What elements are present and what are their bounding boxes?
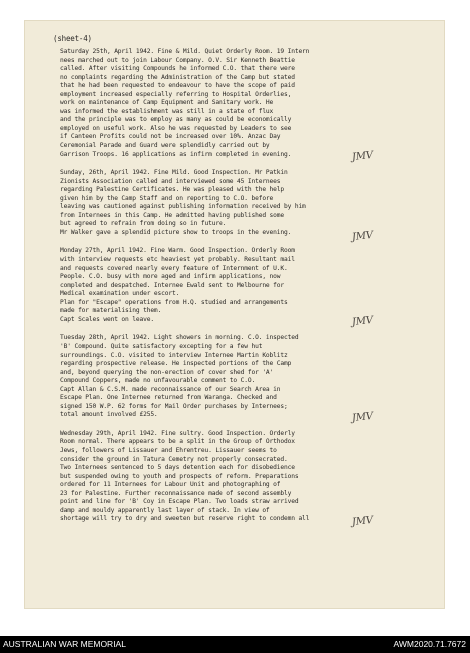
entry-text-line: 'B' Compound. Quite satisfactory excepting for a few hut (60, 342, 263, 350)
officer-initials: JMV (351, 150, 374, 164)
footer-bar (0, 636, 470, 653)
entry-text-line: Two Internees sentenced to 5 days detention each for disobedience (60, 464, 295, 472)
officer-initials: JMV (351, 230, 374, 244)
officer-initials: JMV (351, 315, 374, 329)
entry-text-line: Capt Scales went on leave. (60, 315, 154, 323)
entry-text-line: total amount involved £255. (60, 411, 158, 419)
entry-text-line: called. After visiting Compounds he informed C.O. that there were (60, 65, 295, 73)
entry-text-line: that he had been requested to endeavour to have the scope of paid (60, 82, 295, 90)
diary-entry (60, 334, 440, 429)
entry-text-line: employed on useful work. Also he was requested by Leaders to see (60, 124, 292, 132)
entry-text-line: nees marched out to join Labour Company. O.V. Sir Kenneth Beattie (60, 56, 295, 64)
entry-text-line: no complaints regarding the Administration of the Camp but stated (60, 73, 295, 81)
entry-text-line: and, beyond querying the non-erection of cover shed for 'A' (60, 368, 274, 376)
entry-text-line: Escape Plan. One Internee returned from Waranga. Checked and (60, 394, 277, 402)
entry-text-line: consider the ground in Tatura Cemetry not properly consecrated. (60, 455, 288, 463)
entry-text-line: Medical examination under escort. (60, 290, 180, 298)
entry-text-line: given him by the Camp Staff and on reporting to C.O. before (60, 194, 274, 202)
entry-text-line: made for materialising them. (60, 307, 162, 315)
entry-text-line: and requests covered nearly every feature of Internment of U.K. (60, 264, 288, 272)
entry-text-line: but suspended owing to youth and prospects of reform. Preparations (60, 472, 299, 480)
footer-item-id: AWM2020.71.7672 (393, 639, 466, 649)
entry-text-line: Jews, followers of Lissauer and Ehrentreu. Lissauer seems to (60, 446, 277, 454)
entry-text-line: employment increased especially referring to Hospital Orderlies, (60, 90, 292, 98)
entry-text-line: was informed the establishment was still in a state of flux (60, 107, 274, 115)
diary-entry (60, 430, 440, 534)
footer-source: AUSTRALIAN WAR MEMORIAL (3, 639, 126, 649)
entry-text-line: signed 150 W.P. 62 forms for Mail Order purchases by Internees; (60, 402, 288, 410)
entry-text-line: regarding Palestine Certificates. He was pleased with the help (60, 186, 284, 194)
entry-text-line: if Canteen Profits could not be increased over 10%. Anzac Day (60, 133, 281, 141)
entry-heading-line: Saturday 25th, April 1942. Fine & Mild. Quiet Orderly Room. 19 Intern (60, 48, 310, 55)
entry-heading-line: Tuesday 28th, April 1942. Light showers in morning. C.O. inspected (60, 334, 299, 342)
entry-text-line: Ceremonial Parade and Guard were splendidly carried out by (60, 142, 270, 150)
entry-text-line: from Internees in this Camp. He admitted having published some (60, 211, 284, 219)
entry-text-line: with interview requests etc heaviest yet probably. Resultant mail (60, 256, 295, 264)
entry-text-line: work on maintenance of Camp Equipment and Sanitary work. He (60, 99, 274, 107)
entry-heading-line: Wednesday 29th, April 1942. Fine sultry. Good Inspection. Orderly (60, 429, 295, 437)
entry-text-line: surroundings. C.O. visited to interview Internee Martin Koblitz (60, 351, 288, 359)
entry-heading-line: Sunday, 26th, April 1942. Fine Mild. Good Inspection. Mr Patkin (60, 169, 288, 177)
entry-text-line: Room normal. There appears to be a split in the Group of Orthodox (60, 438, 295, 446)
entry-text-line: Zionists Association called and interviewed some 45 Internees (60, 177, 281, 185)
diary-entry (60, 169, 440, 247)
officer-initials: JMV (351, 514, 374, 528)
entry-text-line: ordered for 11 Internees for Labour Unit and photographing of (60, 481, 281, 489)
entry-text-line: completed and despatched. Internee Ewald sent to Melbourne for (60, 281, 284, 289)
diary-entry (60, 247, 440, 334)
officer-initials: JMV (351, 410, 374, 424)
diary-entry (60, 48, 440, 169)
entry-text-line: 23 for Palestine. Further reconnaissance made of second assembly (60, 489, 292, 497)
entry-text-line: Plan for "Escape" operations from H.Q. studied and arrangements (60, 298, 288, 306)
entry-text-line: Garrison Troops. 16 applications as infirm completed in evening. (60, 150, 292, 158)
entry-text-line: Capt Allan & C.S.M. made reconnaissance of our Search Area in (60, 385, 281, 393)
entry-text-line: but agreed to refrain from doing so in future. (60, 220, 227, 228)
entry-text-line: leaving was cautioned against publishing information received by him (60, 203, 306, 211)
entry-text-line: Compound Coppers, made no unfavourable comment to C.O. (60, 377, 256, 385)
entry-text-line: damp and mouldy apparently last layer of stack. In view of (60, 506, 270, 514)
entry-text-line: People. C.O. busy with more aged and infirm applications, now (60, 273, 281, 281)
entry-text-line: point and line for 'B' Coy in Escape Plan. Two loads straw arrived (60, 498, 299, 506)
diary-body (60, 48, 440, 534)
entry-heading-line: Monday 27th, April 1942. Fine Warm. Good Inspection. Orderly Room (60, 247, 295, 255)
entry-text-line: shortage will try to dry and sweeten but reserve right to condemn all (60, 515, 310, 523)
entry-text-line: Mr Walker gave a splendid picture show to troops in the evening. (60, 228, 292, 236)
entry-text-line: and the principle was to employ as many as could be economically (60, 116, 292, 124)
sheet-label: (sheet-4) (53, 34, 92, 43)
entry-text-line: regarding prospective release. He inspected portions of the Camp (60, 360, 292, 368)
